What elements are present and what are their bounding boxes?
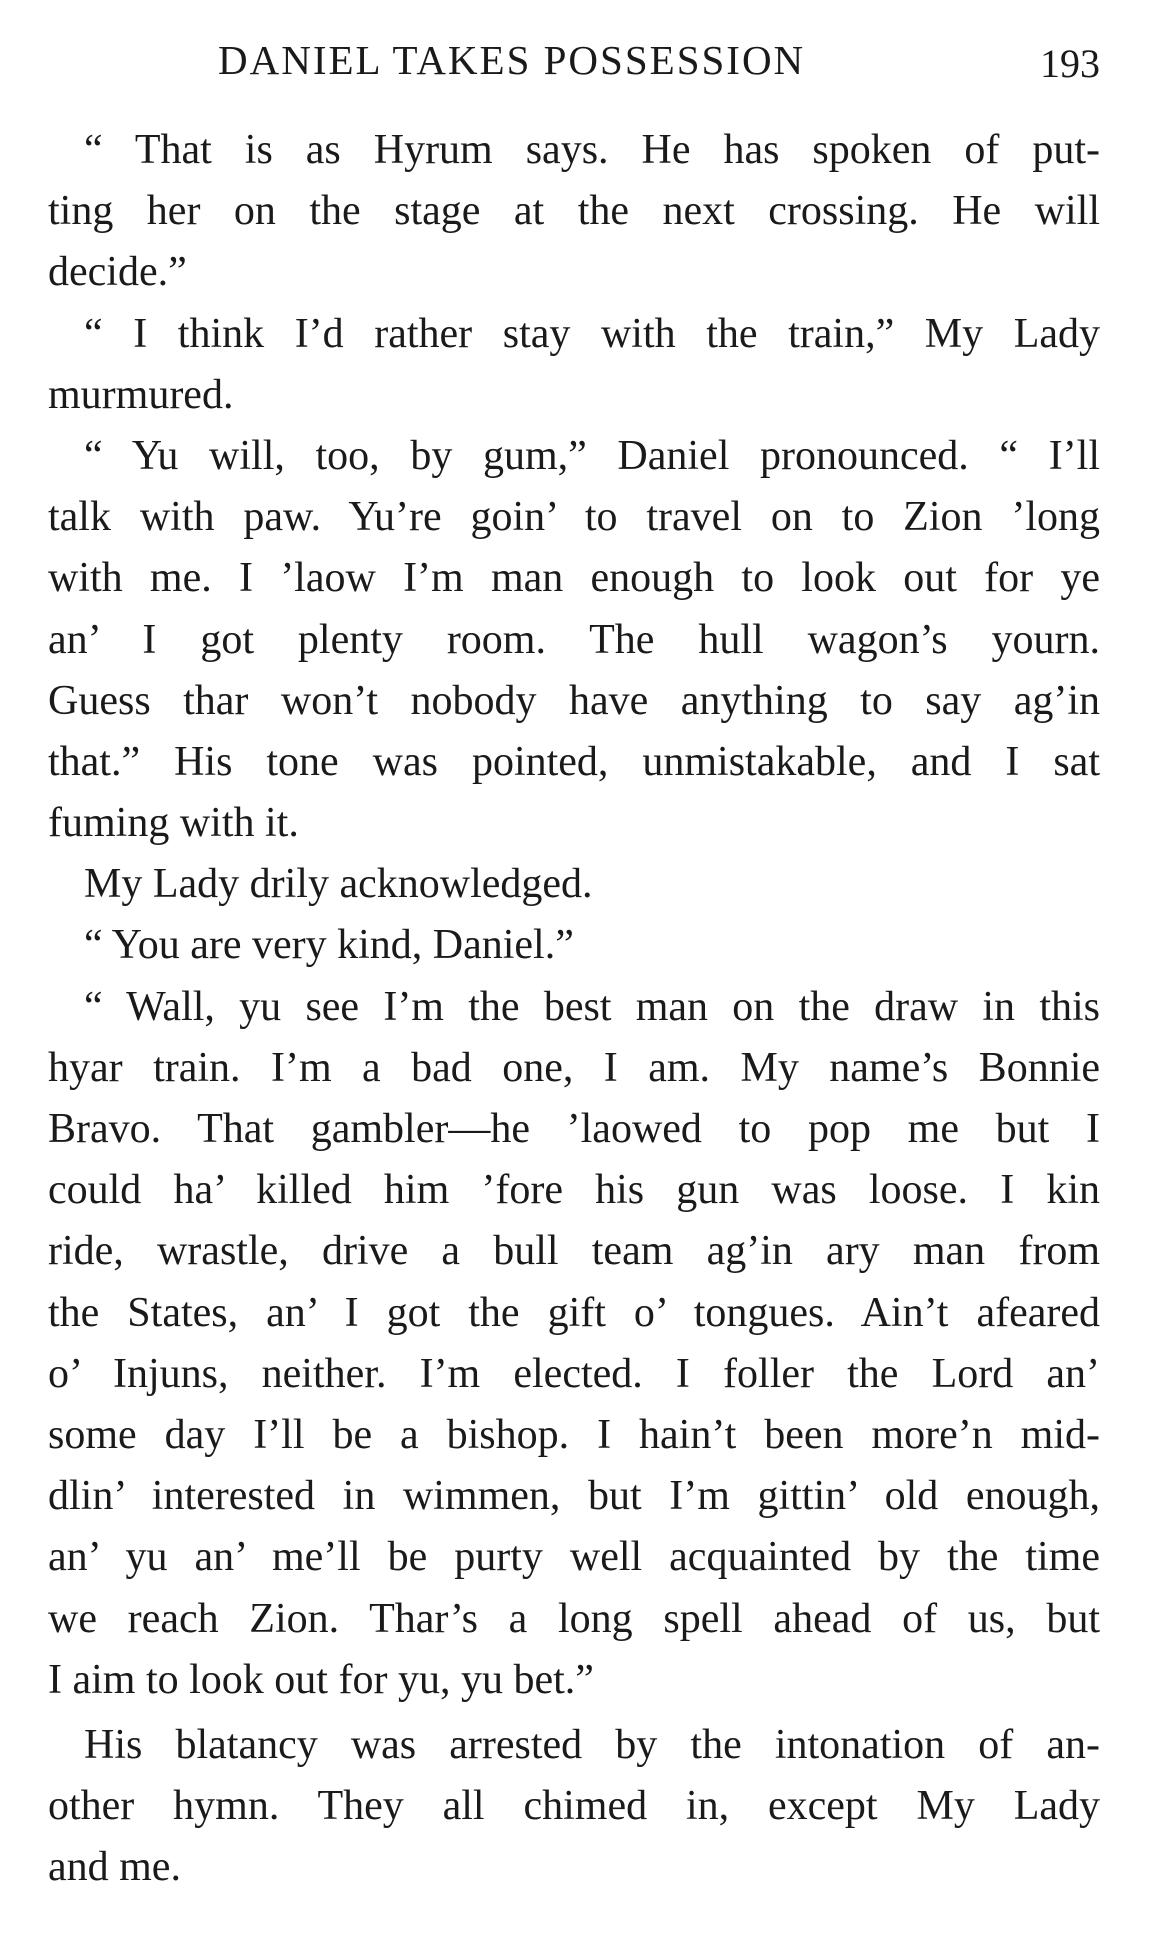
text-line: “ That is as Hyrum says. He has spoken of put- bbox=[84, 127, 1100, 173]
text-line: ride, wrastle, drive a bull team ag’in ary man from bbox=[48, 1228, 1100, 1275]
text-line: Guess thar won’t nobody have anything to say ag’in bbox=[48, 677, 1100, 724]
text-line: we reach Zion. Thar’s a long spell ahead of us, but bbox=[48, 1595, 1100, 1642]
text-line: “ I think I’d rather stay with the train,” My Lady bbox=[84, 310, 1100, 357]
text-line: His blatancy was arrested by the intonation of an- bbox=[84, 1721, 1100, 1768]
text-line: “ Wall, yu see I’m the best man on the draw in this bbox=[84, 983, 1100, 1030]
page-number: 193 bbox=[1040, 41, 1100, 86]
page-header bbox=[48, 36, 1100, 96]
text-line: decide.” bbox=[48, 249, 187, 296]
text-line: “ Yu will, too, by gum,” Daniel pronounced. “ I’ll bbox=[84, 432, 1100, 479]
text-line: talk with paw. Yu’re goin’ to travel on to Zion ’long bbox=[48, 494, 1100, 541]
text-line: some day I’ll be a bishop. I hain’t been more’n mid- bbox=[48, 1411, 1100, 1458]
text-line: ting her on the stage at the next crossing. He will bbox=[48, 188, 1100, 235]
body-text bbox=[48, 120, 1100, 1898]
text-line: an’ yu an’ me’ll be purty well acquainted by the time bbox=[48, 1534, 1100, 1581]
text-line: dlin’ interested in wimmen, but I’m gittin’ old enough, bbox=[48, 1473, 1100, 1520]
text-line: could ha’ killed him ’fore his gun was loose. I kin bbox=[48, 1167, 1100, 1214]
text-line: other hymn. They all chimed in, except My Lady bbox=[48, 1783, 1100, 1830]
text-line: hyar train. I’m a bad one, I am. My name’s Bonnie bbox=[48, 1044, 1100, 1091]
text-line: and me. bbox=[48, 1844, 181, 1891]
text-line: an’ I got plenty room. The hull wagon’s yourn. bbox=[48, 616, 1100, 663]
text-line: fuming with it. bbox=[48, 800, 299, 847]
text-line: “ You are very kind, Daniel.” bbox=[84, 922, 574, 969]
text-line: murmured. bbox=[48, 371, 234, 418]
running-title: DANIEL TAKES POSSESSION bbox=[218, 37, 806, 83]
text-line: o’ Injuns, neither. I’m elected. I foller the Lord an’ bbox=[48, 1350, 1100, 1397]
text-line: I aim to look out for yu, yu bet.” bbox=[48, 1656, 594, 1703]
text-line: the States, an’ I got the gift o’ tongues. Ain’t afeared bbox=[48, 1289, 1100, 1336]
text-line: My Lady drily acknowledged. bbox=[84, 861, 593, 908]
text-line: that.” His tone was pointed, unmistakable, and I sat bbox=[48, 738, 1100, 785]
text-line: with me. I ’laow I’m man enough to look out for ye bbox=[48, 555, 1100, 602]
text-line: Bravo. That gambler—he ’laowed to pop me but I bbox=[48, 1106, 1100, 1152]
